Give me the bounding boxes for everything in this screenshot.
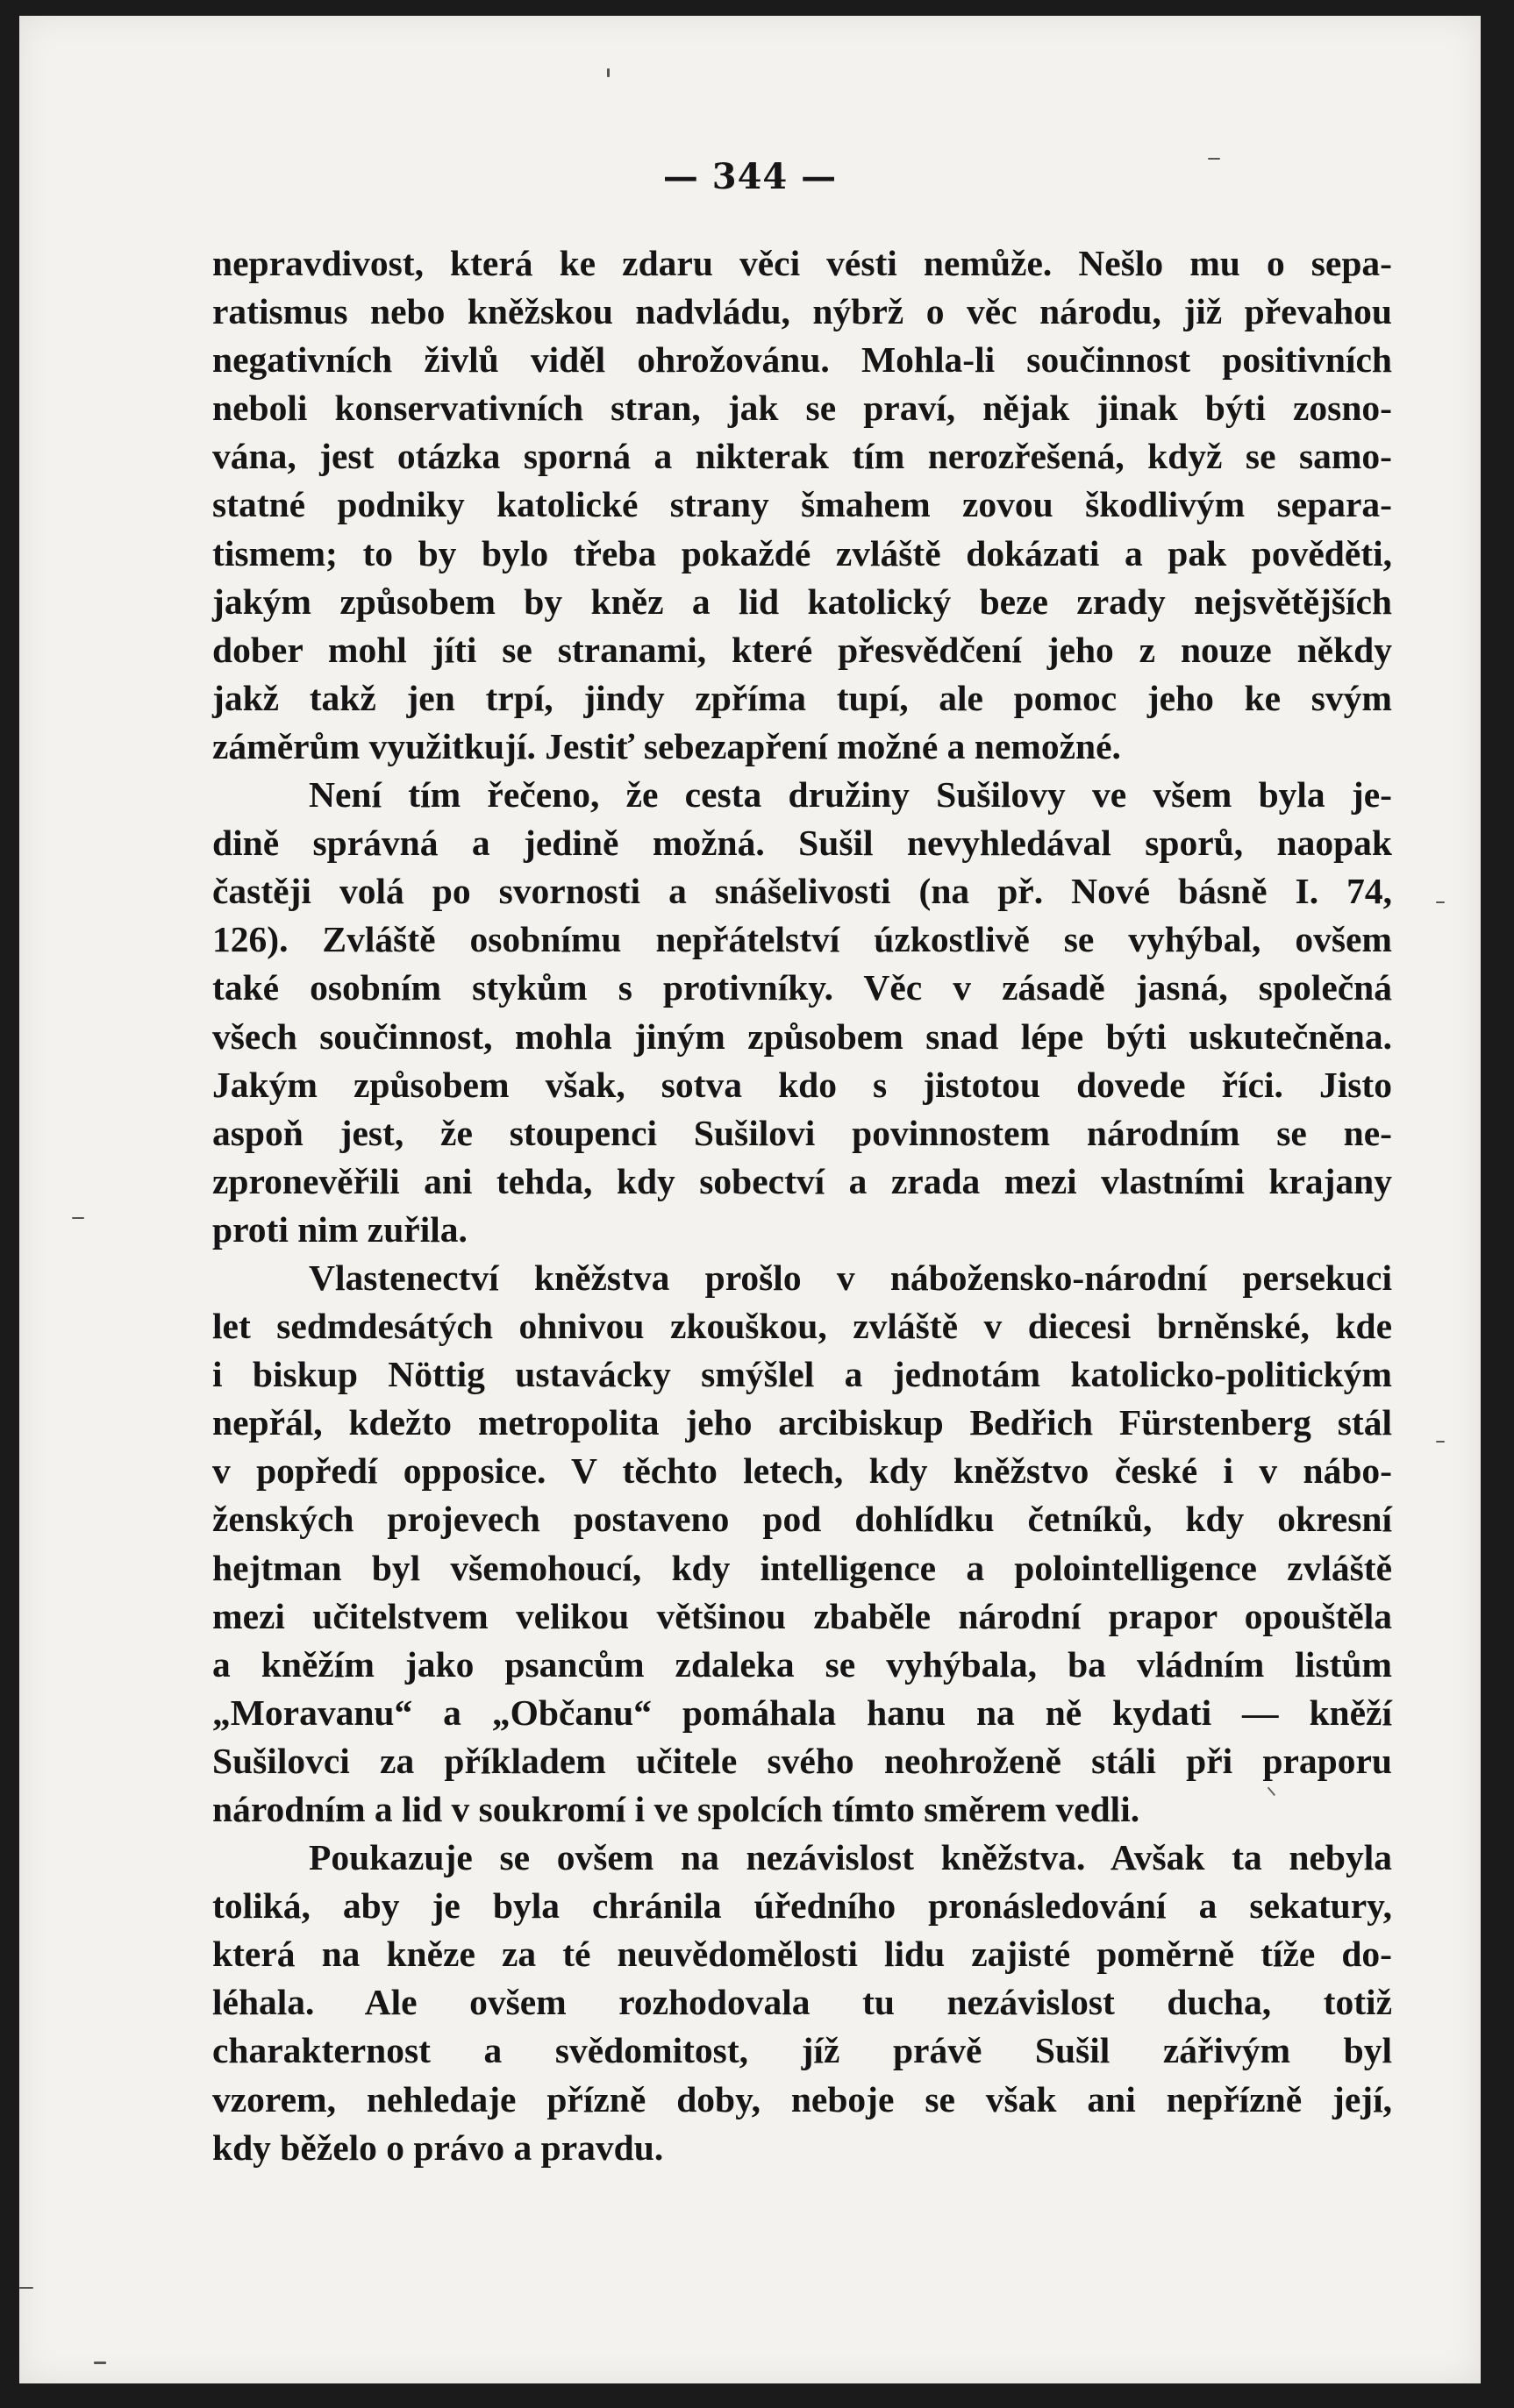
text-line: hejtman byl všemohoucí, kdy intelligence a polointelligence zvláště — [212, 1547, 1392, 1588]
text-line: i biskup Nöttig ustavácky smýšlel a jednotám katolicko-politickým — [212, 1354, 1392, 1395]
text-line: aspoň jest, že stoupenci Sušilovi povinnostem národním se ne- — [212, 1112, 1392, 1153]
text-line: dině správná a jedině možná. Sušil nevyhledával sporů, naopak — [212, 823, 1392, 864]
text-line: jakž takž jen trpí, jindy zpříma tupí, ale pomoc jeho ke svým — [212, 677, 1392, 718]
text-line: let sedmdesátých ohnivou zkouškou, zvláště v diecesi brněnské, kde — [212, 1306, 1392, 1347]
page-speck — [1436, 1441, 1445, 1443]
text-line: také osobním stykům s protivníky. Věc v zásadě jasná, společná — [212, 967, 1392, 1008]
page-speck — [94, 2362, 106, 2364]
book-page — [19, 16, 1481, 2383]
text-line: kdy běželo o právo a pravdu. — [212, 2127, 664, 2168]
page-speck — [607, 68, 610, 77]
text-line: mezi učitelstvem velikou většinou zbaběle národní prapor opouštěla — [212, 1595, 1392, 1636]
body-text — [212, 239, 1392, 2172]
page-number: — 344 — — [662, 156, 838, 197]
text-line: negativních živlů viděl ohrožovánu. Mohla-li součinnost positivních — [212, 339, 1392, 381]
text-line: Vlastenectví kněžstva prošlo v nábožensko-národní persekuci — [309, 1257, 1392, 1298]
text-line: vána, jest otázka sporná a nikterak tím nerozřešená, když se samo- — [212, 436, 1392, 477]
text-line: všech součinnost, mohla jiným způsobem snad lépe býti uskutečněna. — [212, 1015, 1392, 1057]
text-line: vzorem, nehledaje přízně doby, neboje se však ani nepřízně její, — [212, 2078, 1392, 2119]
text-line: dober mohl jíti se stranami, které přesvědčení jeho z nouze někdy — [212, 629, 1392, 670]
page-speck — [1436, 901, 1445, 903]
text-line: a kněžím jako psancům zdaleka se vyhýbala, ba vládním listům — [212, 1643, 1392, 1685]
text-line: statné podniky katolické strany šmahem zovou škodlivým separa- — [212, 484, 1392, 525]
page-speck — [72, 1217, 84, 1219]
text-line: Není tím řečeno, že cesta družiny Sušilovy ve všem byla je- — [309, 774, 1392, 816]
text-line: 126). Zvláště osobnímu nepřátelství úzkostlivě se vyhýbal, ovšem — [212, 919, 1392, 960]
text-line: tismem; to by bylo třeba pokaždé zvláště dokázati a pak pověděti, — [212, 532, 1392, 574]
text-line: Poukazuje se ovšem na nezávislost kněžstva. Avšak ta nebyla — [309, 1837, 1392, 1878]
text-line: národním a lid v soukromí i ve spolcích tímto směrem vedli. — [212, 1789, 1140, 1829]
text-line: toliká, aby je byla chránila úředního pronásledování a sekatury, — [212, 1885, 1392, 1927]
text-line: v popředí opposice. V těchto letech, kdy kněžstvo české i v nábo- — [212, 1450, 1392, 1492]
text-line: léhala. Ale ovšem rozhodovala tu nezávislost ducha, totiž — [212, 1982, 1392, 2023]
text-line: častěji volá po svornosti a snášelivosti (na př. Nové básně I. 74, — [212, 871, 1392, 912]
text-line: jakým způsobem by kněz a lid katolický beze zrady nejsvětějších — [212, 581, 1392, 622]
text-line: Sušilovci za příkladem učitele svého neohroženě stáli při praporu — [212, 1740, 1392, 1781]
text-line: „Moravanu“ a „Občanu“ pomáhala hanu na ně kydati — kněží — [212, 1692, 1392, 1733]
text-line: neboli konservativních stran, jak se praví, nějak jinak býti zosno- — [212, 388, 1392, 429]
text-line: ratismus nebo kněžskou nadvládu, nýbrž o věc národu, již převahou — [212, 291, 1392, 332]
text-line: Jakým způsobem však, sotva kdo s jistotou dovede říci. Jisto — [212, 1064, 1392, 1105]
text-line: proti nim zuřila. — [212, 1208, 468, 1250]
text-line: charakternost a svědomitost, jíž právě Sušil zářivým byl — [212, 2030, 1392, 2071]
page-speck — [19, 2287, 33, 2289]
text-line: záměrům využitkují. Jestiť sebezapření možné a nemožné. — [212, 725, 1121, 766]
text-line: zpronevěřili ani tehda, kdy sobectví a zrada mezi vlastními krajany — [212, 1160, 1392, 1201]
text-line: ženských projevech postaveno pod dohlídku četníků, kdy okresní — [212, 1499, 1392, 1540]
text-line: která na kněze za té neuvědomělosti lidu zajisté poměrně tíže do- — [212, 1934, 1392, 1975]
text-line: nepřál, kdežto metropolita jeho arcibiskup Bedřich Fürstenberg stál — [212, 1402, 1392, 1443]
text-line: nepravdivost, která ke zdaru věci vésti nemůže. Nešlo mu o sepa- — [212, 243, 1392, 283]
